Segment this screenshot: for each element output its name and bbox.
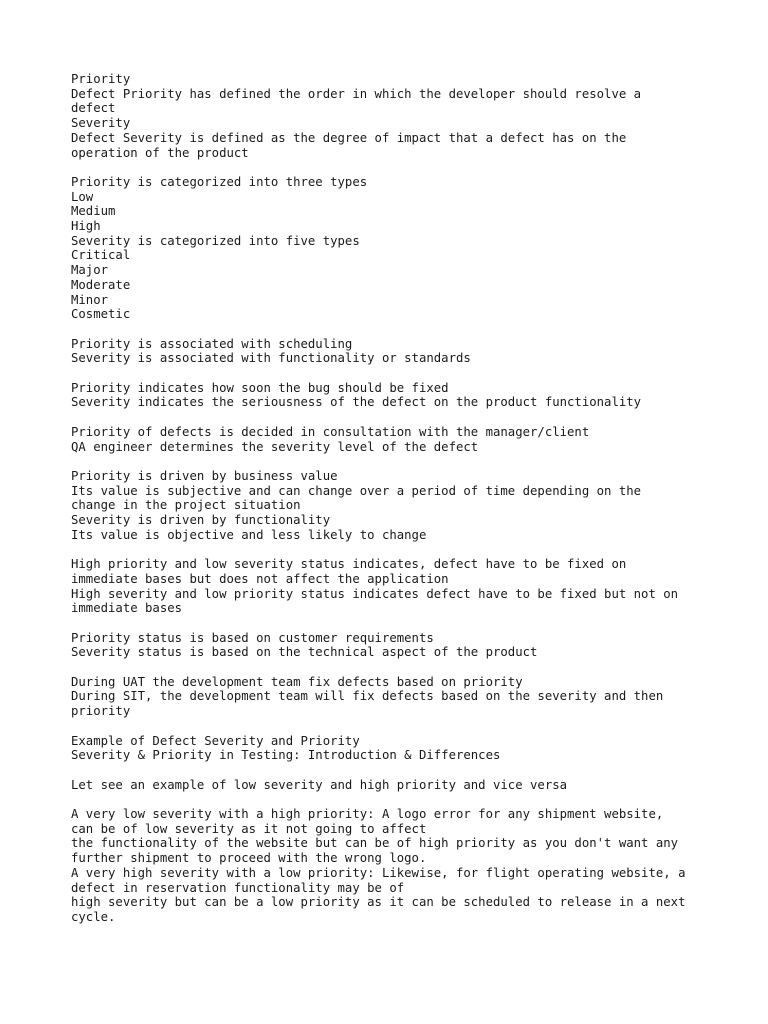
text-line: Priority is categorized into three types (71, 174, 368, 189)
text-block-2 (71, 175, 721, 322)
text-line: immediate bases (71, 601, 183, 616)
text-line: operation of the product (71, 145, 249, 160)
text-line: Medium (71, 204, 116, 219)
text-line: Severity (71, 116, 131, 131)
text-line: A very low severity with a high priority: A logo error for any shipment website, (71, 806, 664, 821)
text-line: High severity and low priority status indicates defect have to be fixed but not on (71, 586, 679, 601)
text-line: defect in reservation functionality may be of (71, 880, 405, 895)
text-line: During SIT, the development team will fix defects based on the severity and then (71, 689, 664, 704)
text-line: immediate bases but does not affect the application (71, 571, 449, 586)
text-line: High (71, 219, 101, 234)
text-line: Cosmetic (71, 307, 131, 322)
text-line: can be of low severity as it not going to affect (71, 821, 427, 836)
text-line: Low (71, 189, 94, 204)
text-line: Priority of defects is decided in consultation with the manager/client (71, 424, 590, 439)
text-line: Its value is objective and less likely to change (71, 527, 427, 542)
text-line: Its value is subjective and can change over a period of time depending on the (71, 483, 642, 498)
text-line: Minor (71, 292, 109, 307)
text-line: Priority status is based on customer requirements (71, 630, 434, 645)
text-line: Severity indicates the seriousness of the defect on the product functionality (71, 395, 642, 410)
text-block-11 (71, 778, 721, 793)
text-line: the functionality of the website but can be of high priority as you don't want any (71, 836, 679, 851)
text-line: Severity is associated with functionality or standards (71, 351, 471, 366)
text-line: During UAT the development team fix defects based on priority (71, 674, 523, 689)
text-line: priority (71, 704, 131, 719)
document-page (71, 72, 721, 939)
text-line: Priority (71, 72, 131, 86)
text-line: change in the project situation (71, 498, 301, 513)
text-block-12 (71, 807, 721, 925)
text-line: Critical (71, 248, 131, 263)
text-line: Priority is driven by business value (71, 468, 338, 483)
text-line: Let see an example of low severity and high priority and vice versa (71, 777, 568, 792)
text-block-3 (71, 337, 721, 366)
text-line: High priority and low severity status indicates, defect have to be fixed on (71, 557, 627, 572)
text-line: Severity & Priority in Testing: Introduction & Differences (71, 748, 501, 763)
text-block-5 (71, 425, 721, 454)
text-line: defect (71, 101, 116, 116)
text-line: Priority is associated with scheduling (71, 336, 353, 351)
text-line: high severity but can be a low priority as it can be scheduled to release in a next (71, 895, 686, 910)
text-line: Major (71, 263, 109, 278)
text-block-8 (71, 631, 721, 660)
text-line: Defect Severity is defined as the degree of impact that a defect has on the (71, 130, 627, 145)
text-block-4 (71, 381, 721, 410)
text-line: cycle. (71, 909, 116, 924)
text-line: further shipment to proceed with the wrong logo. (71, 851, 427, 866)
text-block-9 (71, 675, 721, 719)
text-line: Defect Priority has defined the order in which the developer should resolve a (71, 86, 642, 101)
text-block-10 (71, 734, 721, 763)
text-line: Example of Defect Severity and Priority (71, 733, 360, 748)
text-line: A very high severity with a low priority: Likewise, for flight operating website, a (71, 865, 686, 880)
text-block-1 (71, 72, 721, 160)
text-line: Severity status is based on the technical aspect of the product (71, 645, 538, 660)
text-block-7 (71, 557, 721, 616)
text-block-6 (71, 469, 721, 543)
text-line: QA engineer determines the severity level of the defect (71, 439, 479, 454)
text-line: Severity is categorized into five types (71, 233, 360, 248)
text-line: Severity is driven by functionality (71, 513, 331, 528)
text-line: Priority indicates how soon the bug should be fixed (71, 380, 449, 395)
text-line: Moderate (71, 277, 131, 292)
